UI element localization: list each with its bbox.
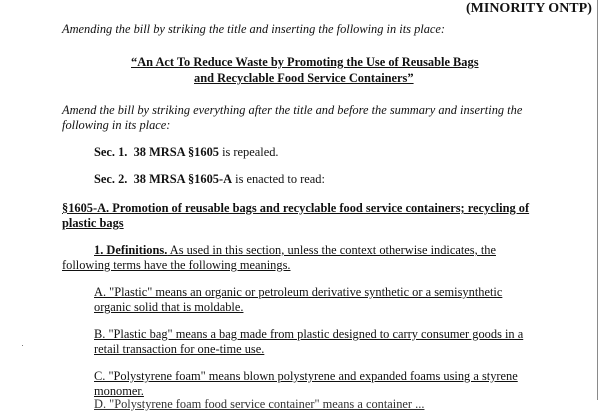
definition-a-line-1: A. "Plastic" means an organic or petroleum derivative synthetic or a semisynthetic xyxy=(94,285,503,299)
definitions-intro-line-1 xyxy=(94,243,496,258)
definitions-intro-line-2: following terms have the following meanings. xyxy=(62,258,291,272)
section-2-ref: 38 MRSA §1605-A xyxy=(133,172,233,186)
definition-d-line-1: D. "Polystyrene foam food service container" means a container ... xyxy=(94,397,425,411)
title-amendment-instruction: Amending the bill by striking the title and inserting the following in its place: xyxy=(62,22,446,36)
body-amendment-instruction-line-2: following in its place: xyxy=(62,118,171,132)
section-1 xyxy=(94,145,278,160)
section-2-action: is enacted to read: xyxy=(232,172,325,186)
body-amendment-instruction-line-1: Amend the bill by striking everything after the title and before the summary and inserting the xyxy=(62,103,523,117)
section-2 xyxy=(94,172,325,187)
section-1-ref: 38 MRSA §1605 xyxy=(133,145,219,159)
definition-b-line-1: B. "Plastic bag" means a bag made from plastic designed to carry consumer goods in a xyxy=(94,327,524,341)
section-heading-line-1: §1605-A. Promotion of reusable bags and recyclable food service containers; recycling of xyxy=(62,201,530,215)
definition-c-line-1: C. "Polystyrene foam" means blown polystyrene and expanded foams using a styrene xyxy=(94,369,518,383)
scan-speck xyxy=(22,345,23,346)
section-1-label: Sec. 1. xyxy=(94,145,128,159)
page-edge xyxy=(597,0,598,400)
new-title-line-1: “An Act To Reduce Waste by Promoting the Use of Reusable Bags xyxy=(131,55,479,69)
minority-label: (MINORITY ONTP) xyxy=(466,1,592,16)
section-heading-line-2: plastic bags xyxy=(62,216,124,230)
definitions-intro-text: As used in this section, unless the context otherwise indicates, the xyxy=(167,243,496,257)
definition-c-line-2: monomer. xyxy=(94,384,144,398)
definition-b-line-2: retail transaction for one-time use. xyxy=(94,342,265,356)
definition-a-line-2: organic solid that is moldable. xyxy=(94,300,244,314)
new-title-line-2: and Recyclable Food Service Containers” xyxy=(194,71,414,85)
section-1-action: is repealed. xyxy=(218,145,279,159)
definitions-heading: 1. Definitions. xyxy=(94,243,168,257)
section-2-label: Sec. 2. xyxy=(94,172,128,186)
